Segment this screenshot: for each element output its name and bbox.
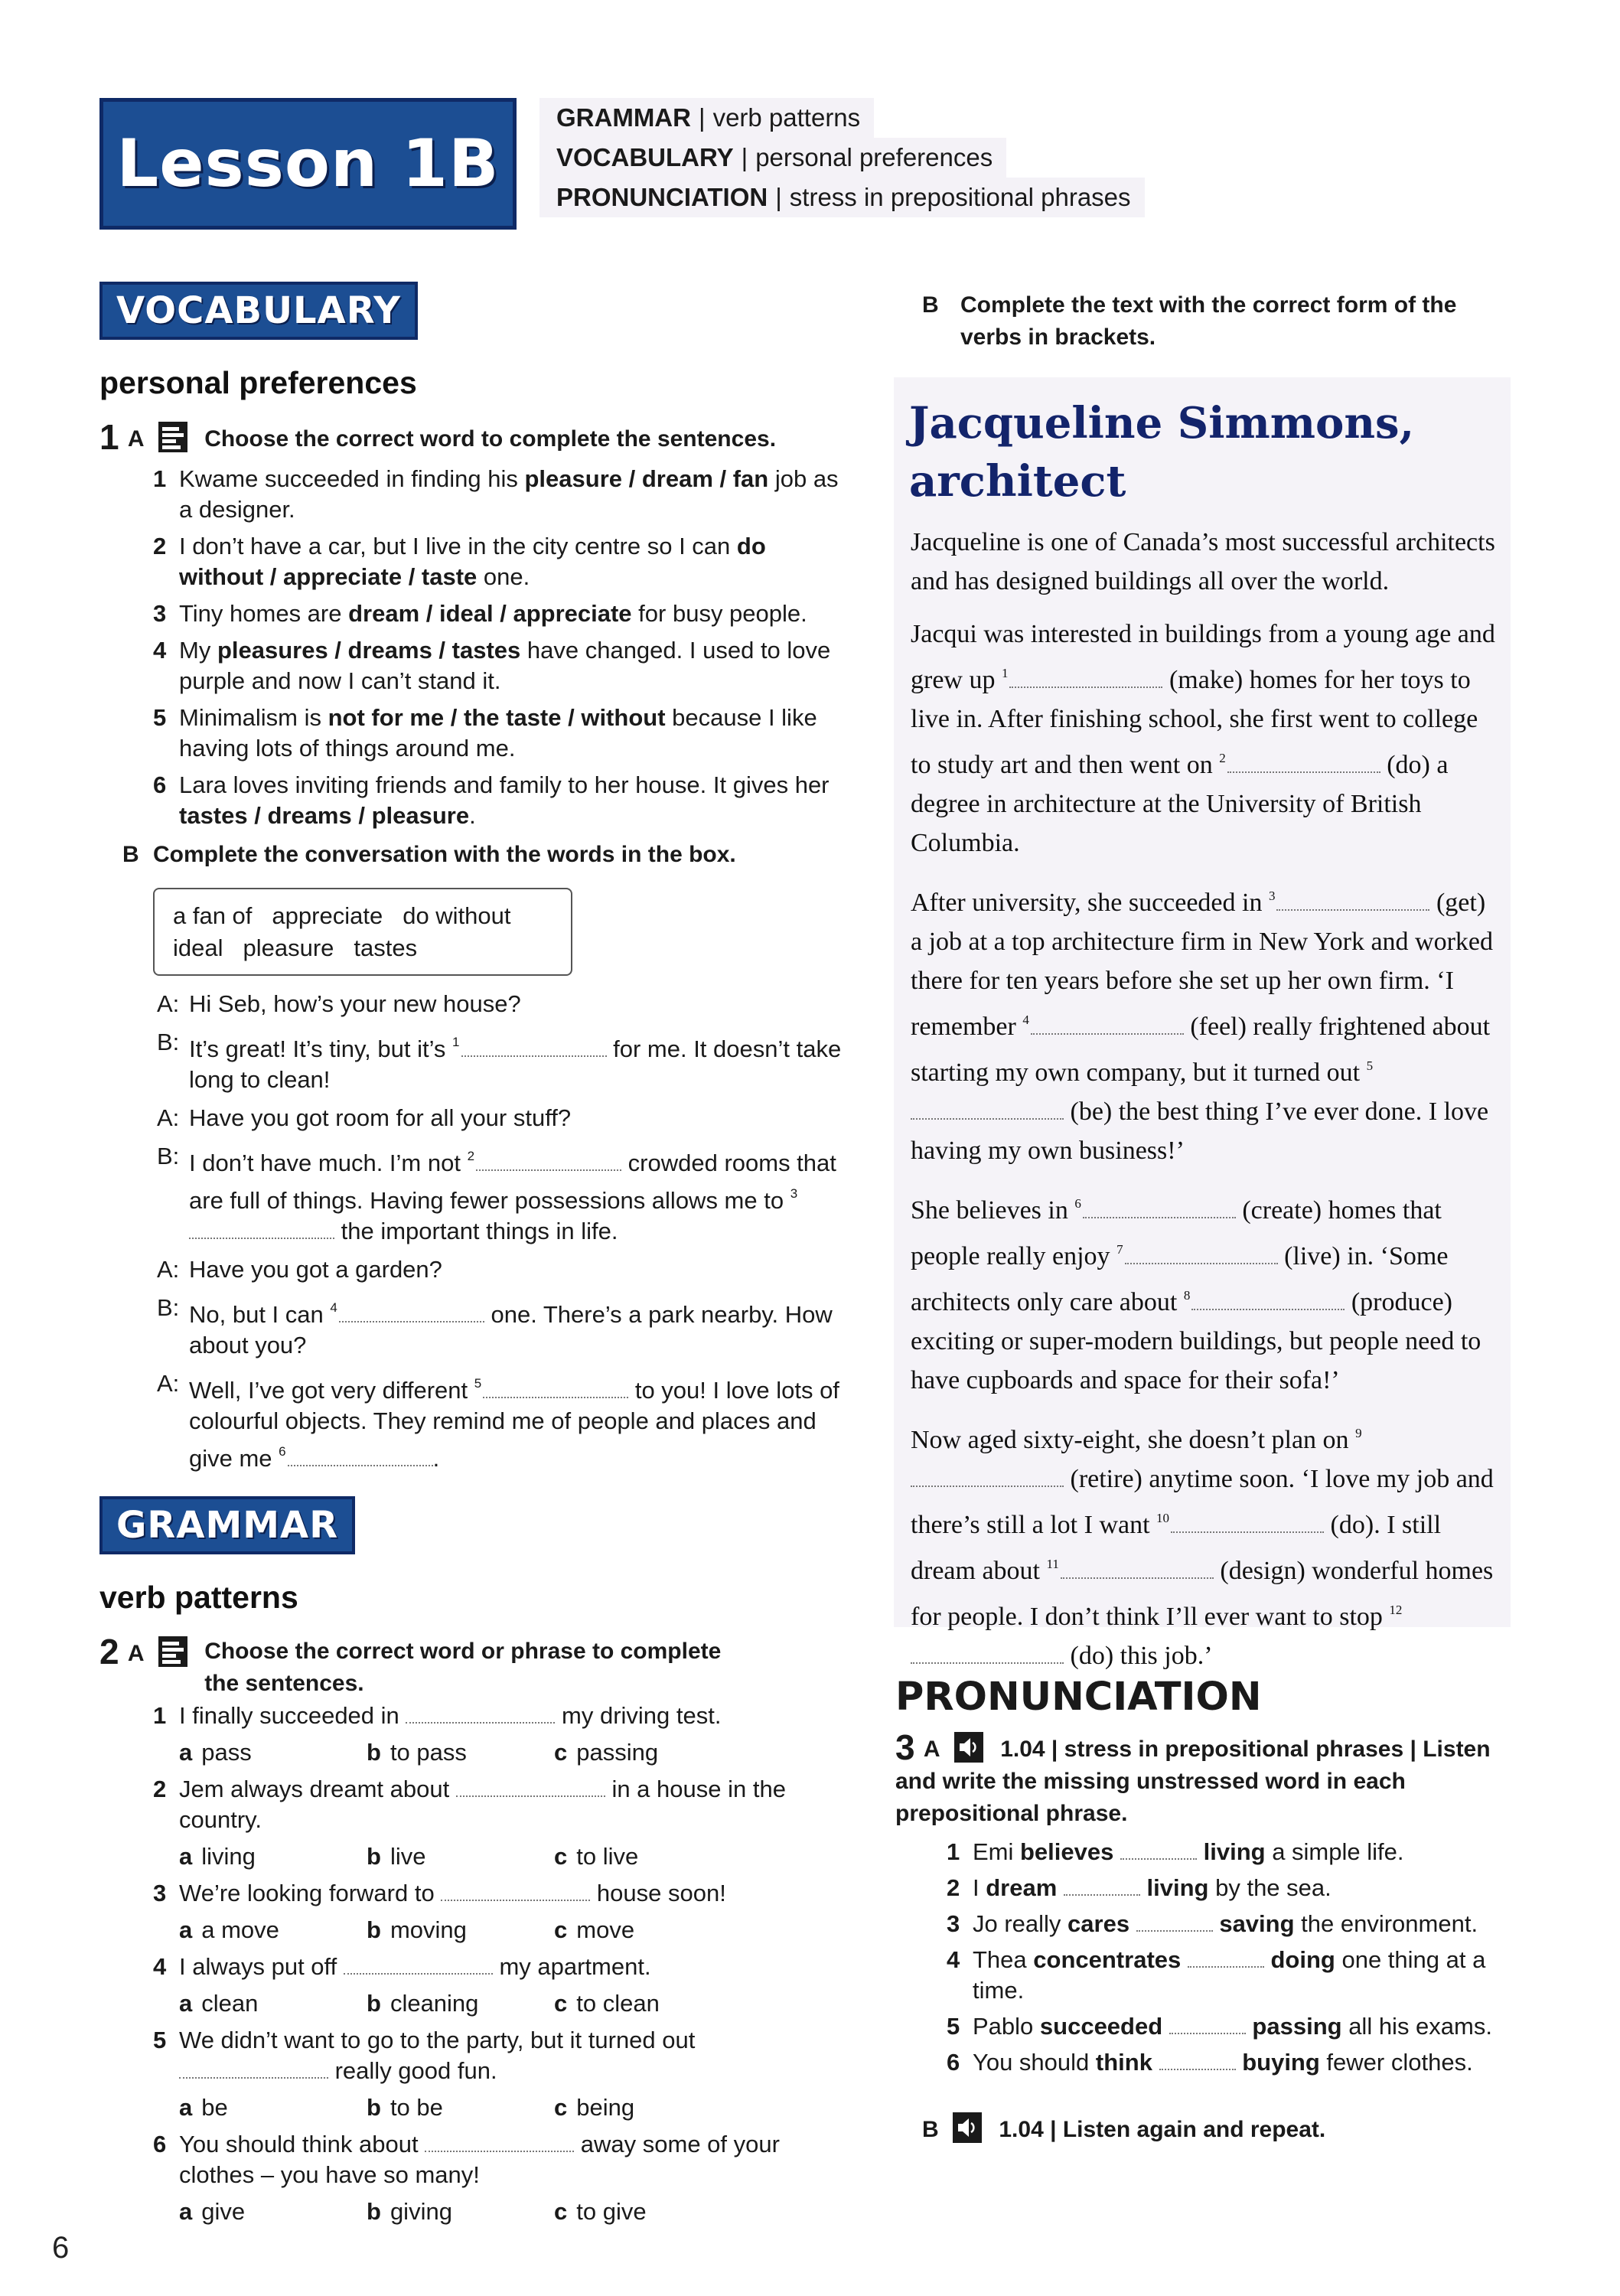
- topic-grammar: GRAMMAR | verb patterns: [539, 98, 874, 138]
- answer-blank[interactable]: [1083, 1199, 1236, 1218]
- answer-blank[interactable]: [189, 1219, 334, 1239]
- exercise-letter: A: [127, 426, 145, 452]
- item-text: I dream living by the sea.: [973, 1874, 1332, 1901]
- question: [153, 1878, 842, 1909]
- article-paragraph: Jacqui was interested in buildings from a young age and grew up $^1$ (make) homes for her toys to live in. After finishing school, she first went to college to study art and then went on $^2$ (do) a degree in architecture at the University of British Columbia.: [911, 620, 1495, 857]
- article-paragraph: Jacqueline is one of Canada’s most successful architects and has designed buildings all over the world.: [911, 528, 1495, 595]
- word-box-item: tastes: [354, 934, 418, 961]
- word-choices[interactable]: tastes / dreams / pleasure: [179, 802, 470, 829]
- answer-blank[interactable]: [461, 1037, 607, 1057]
- option-letter: b: [367, 2094, 381, 2121]
- question-number: 3: [153, 1880, 167, 1906]
- word-choices[interactable]: do without / appreciate / taste: [179, 533, 766, 590]
- exercise-instruction: Listen and write the missing unstressed word in each prepositional phrase.: [895, 1737, 1491, 1826]
- article-panel: [894, 377, 1511, 1670]
- exercise-letter: B: [922, 292, 939, 318]
- pronunciation-heading: PRONUNCIATION: [895, 1675, 1262, 1720]
- answer-blank[interactable]: [1064, 1876, 1140, 1896]
- stressed-gerund: living: [1146, 1874, 1209, 1901]
- option-text: pass: [201, 1739, 252, 1766]
- option-text: moving: [390, 1916, 467, 1943]
- exercise-number: 1: [99, 417, 119, 457]
- list-item: [153, 770, 842, 831]
- question-text: I always put off my apartment.: [179, 1953, 651, 1980]
- option-letter: c: [554, 2198, 568, 2225]
- page-number: 6: [52, 2231, 70, 2265]
- answer-option-c[interactable]: [554, 2197, 742, 2227]
- item-text: Tiny homes are dream / ideal / appreciate for busy people.: [179, 600, 807, 627]
- exercise-instruction: Complete the text with the correct form of the verbs in brackets.: [960, 292, 1457, 350]
- word-box: [153, 888, 572, 976]
- article-paragraph: After university, she succeeded in $^3$ (get) a job at a top architecture firm in New York and worked there for ten years before she set up her own firm. ‘I remember $^4$ (feel) really frightened about starting my own company, but it turned out $^5$ (be) the best thing I’ve ever done. I love having my own business!’: [911, 889, 1493, 1165]
- gap-number: 4: [330, 1300, 337, 1315]
- topic-category: GRAMMAR: [556, 103, 691, 132]
- exercise-2a-questions: [153, 1701, 842, 2233]
- option-text: to give: [576, 2198, 647, 2225]
- answer-option-c[interactable]: [554, 2092, 742, 2123]
- item-text: Emi believes living a simple life.: [973, 1838, 1404, 1865]
- gap-number: 9: [1355, 1426, 1362, 1440]
- item-text: You should think buying fewer clothes.: [973, 2049, 1473, 2076]
- article-title: Jacqueline Simmons, architect: [909, 398, 1415, 507]
- item-text: Minimalism is not for me / the taste / without because I like having lots of things around me.: [179, 704, 817, 762]
- gap-number: 1: [452, 1035, 460, 1049]
- item-text: Pablo succeeded passing all his exams.: [973, 2013, 1492, 2040]
- word-box-item: a fan of: [173, 902, 253, 929]
- option-text: to live: [576, 1843, 639, 1870]
- stressed-gerund: doing: [1270, 1946, 1335, 1973]
- answer-blank[interactable]: [483, 1378, 628, 1398]
- answer-blank[interactable]: [911, 1100, 1064, 1120]
- lesson-title-banner: [99, 98, 517, 230]
- conversation-turn: [157, 1103, 846, 1133]
- gap-number: 2: [467, 1149, 475, 1163]
- option-letter: b: [367, 1739, 381, 1766]
- answer-options: [179, 2092, 842, 2123]
- option-letter: a: [179, 2094, 193, 2121]
- exercise-3b-heading: B 1.04 | Listen again and repeat.: [922, 2112, 1325, 2146]
- speaker-label: B:: [157, 1143, 180, 1169]
- grammar-subheading: verb patterns: [99, 1580, 298, 1615]
- exercise-instruction: Complete the conversation with the words in the box.: [153, 842, 736, 867]
- exercise-1a-heading: [99, 417, 777, 457]
- topic-label: verb patterns: [712, 103, 861, 132]
- answer-blank[interactable]: [425, 2132, 574, 2152]
- question: [153, 1701, 842, 1731]
- answer-option-a[interactable]: [179, 2092, 367, 2123]
- turn-text: Have you got room for all your stuff?: [189, 1104, 572, 1131]
- option-letter: b: [367, 1990, 381, 2017]
- word-choices[interactable]: pleasures / dreams / tastes: [217, 637, 521, 664]
- list-item: [947, 1945, 1528, 2006]
- grammar-section-tag: GRAMMAR: [99, 1496, 355, 1554]
- item-text: My pleasures / dreams / tastes have changed. I used to love purple and now I can’t stand it.: [179, 637, 831, 694]
- answer-blank[interactable]: [1171, 1513, 1324, 1533]
- list-item: [947, 2011, 1528, 2042]
- option-letter: c: [554, 1739, 568, 1766]
- question: [153, 1952, 842, 1982]
- list-item: [947, 1909, 1528, 1939]
- stressed-verb: dream: [986, 1874, 1058, 1901]
- topic-category: PRONUNCIATION: [556, 183, 768, 211]
- gap-number: 1: [1001, 666, 1009, 680]
- speaker-label: B:: [157, 1294, 180, 1321]
- exercise-instruction: Choose the correct word or phrase to complete the sentences.: [204, 1639, 722, 1696]
- option-letter: c: [554, 1843, 568, 1870]
- track-number: 1.04: [1000, 1737, 1045, 1762]
- word-box-item: appreciate: [272, 902, 383, 929]
- word-box-item: do without: [403, 902, 511, 929]
- answer-blank[interactable]: [339, 1303, 484, 1322]
- exercise-3a-items: [947, 1837, 1528, 2083]
- answer-option-a[interactable]: [179, 1841, 367, 1872]
- question-number: 5: [153, 2027, 167, 2053]
- exercise-focus: stress in prepositional phrases: [1064, 1737, 1404, 1762]
- item-number: 6: [947, 2049, 960, 2076]
- article-paragraph: Now aged sixty-eight, she doesn’t plan on $^9$ (retire) anytime soon. ‘I love my job and there’s still a lot I want $^{10}$ (do). I still dream about $^{11}$ (design) wonderful homes for people. I don’t think I’ll ever want to stop $^{12}$ (do) this job.’: [911, 1426, 1494, 1670]
- stressed-gerund: saving: [1219, 1910, 1295, 1937]
- stressed-verb: cares: [1068, 1910, 1130, 1937]
- answer-blank[interactable]: [1125, 1244, 1278, 1264]
- turn-text: I don’t have much. I’m not $^2$ crowded rooms that are full of things. Having fewer possessions allows me to $^3$ the important things in life.: [189, 1149, 836, 1244]
- speaker-label: A:: [157, 1370, 180, 1397]
- gap-number: 6: [279, 1444, 286, 1459]
- option-text: to be: [390, 2094, 443, 2121]
- topic-label: stress in prepositional phrases: [789, 183, 1131, 211]
- word-box-item: pleasure: [243, 934, 334, 961]
- option-letter: b: [367, 1916, 381, 1943]
- answer-option-b[interactable]: [367, 1841, 554, 1872]
- item-number: 6: [153, 771, 167, 798]
- speaker-label: B:: [157, 1029, 180, 1055]
- exercise-letter: A: [127, 1641, 145, 1666]
- answer-blank[interactable]: [456, 1777, 605, 1797]
- answer-blank[interactable]: [406, 1704, 555, 1724]
- item-text: I don’t have a car, but I live in the city centre so I can do without / appreciate / taste one.: [179, 533, 766, 590]
- question-number: 6: [153, 2131, 167, 2157]
- conversation-turn: [157, 1293, 846, 1361]
- gap-number: 7: [1116, 1242, 1123, 1257]
- list-item: [153, 635, 842, 696]
- conversation-turn: [157, 1141, 846, 1247]
- item-text: Jo really cares saving the environment.: [973, 1910, 1478, 1937]
- topic-pronunciation: PRONUNCIATION | stress in prepositional phrases: [539, 178, 1145, 217]
- option-letter: b: [367, 1843, 381, 1870]
- exercise-number: 2: [99, 1632, 119, 1671]
- gap-number: 5: [1366, 1058, 1374, 1073]
- question-text: I finally succeeded in my driving test.: [179, 1702, 722, 1729]
- option-text: cleaning: [390, 1990, 479, 2017]
- exercise-number: 3: [895, 1727, 915, 1767]
- topic-label: personal preferences: [755, 143, 993, 171]
- exercise-letter: B: [922, 2117, 939, 2142]
- item-number: 1: [153, 465, 167, 492]
- question-number: 1: [153, 1702, 167, 1729]
- stressed-gerund: buying: [1242, 2049, 1320, 2076]
- answer-options: [179, 1988, 842, 2019]
- answer-option-a[interactable]: [179, 1737, 367, 1768]
- list-item: [947, 2047, 1528, 2078]
- option-text: live: [390, 1843, 426, 1870]
- item-number: 4: [947, 1946, 960, 1973]
- turn-text: Hi Seb, how’s your new house?: [189, 990, 521, 1017]
- answer-blank[interactable]: [1188, 1948, 1264, 1968]
- exercise-instruction: Choose the correct word to complete the sentences.: [204, 426, 777, 452]
- vocabulary-section-tag: VOCABULARY: [99, 282, 418, 340]
- article-body: [911, 523, 1500, 1689]
- question-number: 4: [153, 1953, 167, 1980]
- stressed-verb: think: [1095, 2049, 1152, 2076]
- option-text: give: [201, 2198, 246, 2225]
- option-text: be: [201, 2094, 228, 2121]
- gap-number: 10: [1156, 1511, 1170, 1525]
- audio-speaker-icon[interactable]: [954, 1732, 983, 1763]
- speaker-label: A:: [157, 1256, 180, 1283]
- item-number: 2: [947, 1874, 960, 1901]
- option-text: giving: [390, 2198, 452, 2225]
- lesson-topics: [539, 98, 1145, 217]
- answer-options: [179, 1737, 842, 1768]
- question-text: We’re looking forward to house soon!: [179, 1880, 726, 1906]
- stressed-gerund: passing: [1252, 2013, 1342, 2040]
- answer-blank[interactable]: [441, 1881, 590, 1901]
- answer-option-b[interactable]: [367, 2092, 554, 2123]
- answer-option-b[interactable]: [367, 2197, 554, 2227]
- word-choices[interactable]: pleasure / dream / fan: [524, 465, 769, 492]
- turn-text: Well, I’ve got very different $^5$ to you! I love lots of colourful objects. They remind me of people and places and give me $^6$ .: [189, 1376, 839, 1472]
- worksheet-icon: [158, 1636, 187, 1667]
- item-number: 3: [947, 1910, 960, 1937]
- option-text: living: [201, 1843, 256, 1870]
- option-letter: c: [554, 2094, 568, 2121]
- answer-blank[interactable]: [1276, 891, 1429, 911]
- track-number: 1.04: [999, 2117, 1044, 2142]
- word-choices[interactable]: not for me / the taste / without: [328, 704, 666, 731]
- option-letter: c: [554, 1990, 568, 2017]
- turn-text: It’s great! It’s tiny, but it’s $^1$ for me. It doesn’t take long to clean!: [189, 1035, 842, 1093]
- conversation-turn: [157, 989, 846, 1019]
- word-box-item: ideal: [173, 934, 223, 961]
- audio-speaker-icon[interactable]: [953, 2112, 982, 2143]
- question: [153, 1774, 842, 1835]
- article-paragraph: She believes in $^6$ (create) homes that people really enjoy $^7$ (live) in. ‘Some architects only care about $^8$ (produce) exciting or super-modern buildings, but people need to have cupboards and space for their sofa!’: [911, 1196, 1481, 1394]
- exercise-3a-heading: 3 A 1.04 | stress in prepositional phrases | Listen and write the missing unstressed word in each prepositional phrase.: [895, 1727, 1491, 1826]
- stressed-gerund: living: [1203, 1838, 1266, 1865]
- conversation-turn: [157, 1254, 846, 1285]
- speaker-label: A:: [157, 990, 180, 1017]
- word-choices[interactable]: dream / ideal / appreciate: [348, 600, 632, 627]
- turn-text: No, but I can $^4$ one. There’s a park nearby. How about you?: [189, 1300, 833, 1358]
- answer-blank[interactable]: [1061, 1559, 1214, 1579]
- answer-option-a[interactable]: [179, 1988, 367, 2019]
- lesson-title: Lesson 1B: [116, 126, 500, 202]
- option-letter: c: [554, 1916, 568, 1943]
- exercise-letter: A: [923, 1737, 940, 1762]
- conversation-turn: [157, 1027, 846, 1095]
- option-letter: b: [367, 2198, 381, 2225]
- item-number: 2: [153, 533, 167, 559]
- gap-number: 4: [1022, 1013, 1029, 1027]
- item-number: 5: [947, 2013, 960, 2040]
- answer-blank[interactable]: [288, 1446, 433, 1466]
- list-item: [153, 464, 842, 525]
- exercise-letter: B: [122, 842, 139, 867]
- exercise-1a-items: [153, 464, 842, 837]
- answer-option-c[interactable]: [554, 1915, 742, 1945]
- answer-option-a[interactable]: [179, 2197, 367, 2227]
- answer-blank[interactable]: [911, 1644, 1064, 1664]
- list-item: [153, 598, 842, 629]
- answer-blank[interactable]: [1009, 668, 1162, 688]
- answer-blank[interactable]: [1136, 1912, 1213, 1932]
- question: [153, 2025, 842, 2086]
- answer-options: [179, 1915, 842, 1945]
- topic-vocabulary: VOCABULARY | personal preferences: [539, 138, 1006, 178]
- stressed-verb: succeeded: [1039, 2013, 1163, 2040]
- item-number: 1: [947, 1838, 960, 1865]
- topic-category: VOCABULARY: [556, 143, 734, 171]
- conversation-turn: [157, 1368, 846, 1474]
- question: [153, 2129, 842, 2190]
- vocabulary-subheading: personal preferences: [99, 365, 417, 400]
- exercise-2b-heading: [922, 289, 1519, 354]
- gap-number: 5: [474, 1376, 482, 1391]
- option-letter: a: [179, 1843, 193, 1870]
- item-text: Lara loves inviting friends and family to her house. It gives her tastes / dreams / pleasure.: [179, 771, 830, 829]
- item-number: 5: [153, 704, 167, 731]
- item-number: 4: [153, 637, 167, 664]
- option-letter: a: [179, 2198, 193, 2225]
- answer-blank[interactable]: [1169, 2014, 1246, 2034]
- list-item: [947, 1837, 1528, 1867]
- answer-options: [179, 1841, 842, 1872]
- question-text: You should think about away some of your clothes – you have so many!: [179, 2131, 780, 2188]
- answer-blank[interactable]: [1227, 753, 1380, 773]
- answer-option-c[interactable]: [554, 1737, 742, 1768]
- answer-blank[interactable]: [476, 1151, 621, 1171]
- answer-options: [179, 2197, 842, 2227]
- answer-blank[interactable]: [911, 1467, 1064, 1487]
- answer-option-a[interactable]: [179, 1915, 367, 1945]
- list-item: [947, 1873, 1528, 1903]
- exercise-instruction: Listen again and repeat.: [1062, 2117, 1326, 2142]
- turn-text: Have you got a garden?: [189, 1256, 442, 1283]
- answer-option-b[interactable]: [367, 1988, 554, 2019]
- question-text: We didn’t want to go to the party, but it turned out really good fun.: [179, 2027, 696, 2084]
- speaker-label: A:: [157, 1104, 180, 1131]
- exercise-1b-heading: [122, 839, 736, 871]
- answer-option-c[interactable]: [554, 1988, 742, 2019]
- answer-blank[interactable]: [1191, 1290, 1345, 1310]
- answer-blank[interactable]: [179, 2059, 328, 2079]
- gap-number: 3: [1268, 889, 1276, 903]
- answer-blank[interactable]: [1031, 1015, 1184, 1035]
- gap-number: 2: [1219, 751, 1226, 765]
- option-text: a move: [201, 1916, 279, 1943]
- answer-blank[interactable]: [1120, 1840, 1197, 1860]
- option-text: clean: [201, 1990, 259, 2017]
- answer-blank[interactable]: [344, 1955, 493, 1975]
- option-text: move: [576, 1916, 635, 1943]
- conversation: [157, 989, 846, 1482]
- answer-option-b[interactable]: [367, 1915, 554, 1945]
- option-letter: a: [179, 1990, 193, 2017]
- gap-number: 6: [1074, 1196, 1081, 1211]
- option-letter: a: [179, 1739, 193, 1766]
- item-text: Thea concentrates doing one thing at a time.: [973, 1946, 1486, 2004]
- option-text: to pass: [390, 1739, 467, 1766]
- item-text: Kwame succeeded in finding his pleasure / dream / fan job as a designer.: [179, 465, 839, 523]
- option-letter: a: [179, 1916, 193, 1943]
- option-text: to clean: [576, 1990, 660, 2017]
- item-number: 3: [153, 600, 167, 627]
- answer-option-c[interactable]: [554, 1841, 742, 1872]
- answer-blank[interactable]: [1159, 2050, 1236, 2070]
- question-number: 2: [153, 1776, 167, 1802]
- gap-number: 12: [1389, 1603, 1403, 1617]
- exercise-2a-heading: [99, 1632, 788, 1700]
- question-text: Jem always dreamt about in a house in the country.: [179, 1776, 786, 1833]
- gap-number: 11: [1046, 1557, 1059, 1571]
- stressed-verb: concentrates: [1033, 1946, 1182, 1973]
- gap-number: 8: [1183, 1288, 1191, 1303]
- stressed-verb: believes: [1020, 1838, 1114, 1865]
- list-item: [153, 703, 842, 764]
- worksheet-icon: [158, 422, 187, 452]
- gap-number: 3: [790, 1186, 798, 1201]
- list-item: [153, 531, 842, 592]
- answer-option-b[interactable]: [367, 1737, 554, 1768]
- option-text: being: [576, 2094, 635, 2121]
- option-text: passing: [576, 1739, 659, 1766]
